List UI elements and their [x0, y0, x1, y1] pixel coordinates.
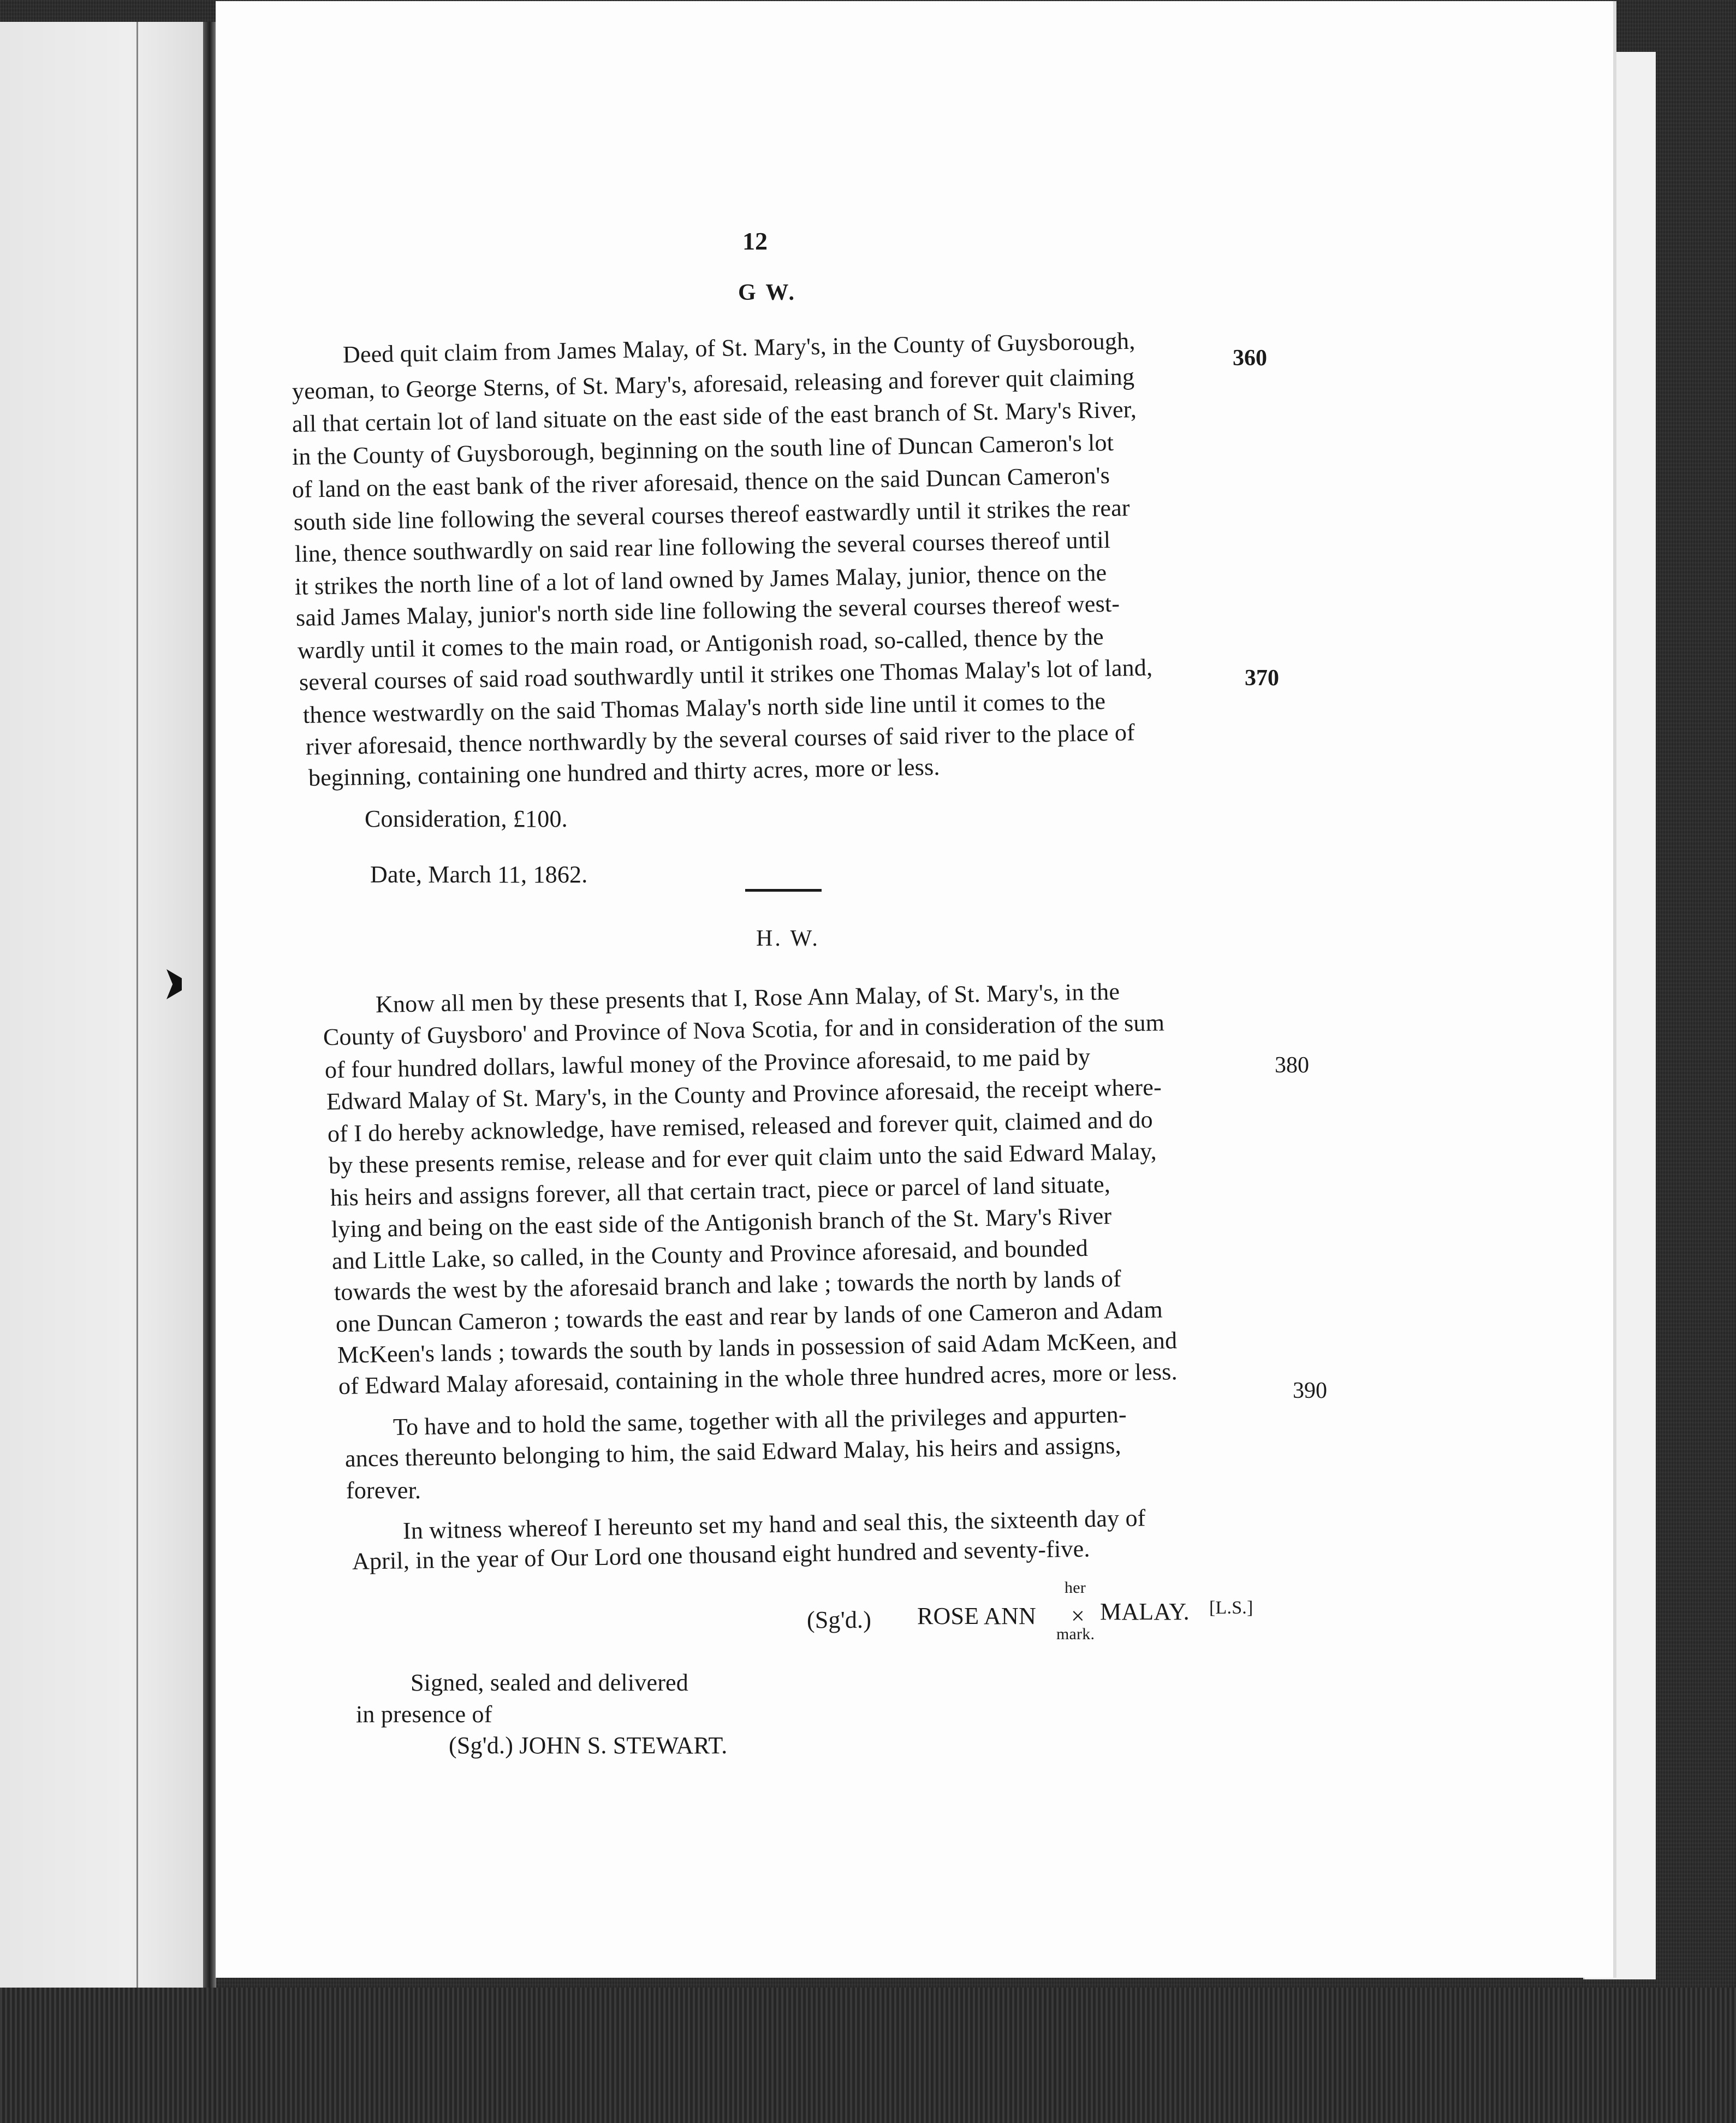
scanner-bottom-strip [0, 1988, 1736, 2123]
deed-gw-heading: G W. [738, 280, 797, 305]
deed-hw-heading: H. W. [756, 926, 820, 951]
deed-gw-line: of land on the east bank of the river aforesaid, thence on the said Duncan Cameron's [292, 461, 1110, 503]
deed-gw-line: thence westwardly on the said Thomas Malay's north side line until it comes to the [302, 687, 1106, 728]
page-binding-edge [203, 22, 216, 1988]
signature-seal: [L.S.] [1209, 1598, 1253, 1618]
deed-gw-date: Date, March 11, 1862. [370, 861, 588, 888]
deed-gw-line: in the County of Guysborough, beginning on the south line of Duncan Cameron's lot [292, 429, 1114, 470]
deed-gw-line: beginning, containing one hundred and thirty acres, more or less. [308, 753, 940, 791]
deed-gw-line: it strikes the north line of a lot of land owned by James Malay, junior, thence on the [294, 559, 1107, 600]
deed-hw-line: To have and to hold the same, together with all the privileges and appurten- [393, 1401, 1127, 1440]
margin-line-number: 390 [1293, 1378, 1327, 1403]
deed-gw-line: wardly until it comes to the main road, or Antigonish road, so-called, thence by the [297, 623, 1104, 664]
deed-hw-line: of four hundred dollars, lawful money of the Province aforesaid, to me paid by [324, 1043, 1091, 1083]
deed-gw-line: Deed quit claim from James Malay, of St. Mary's, in the County of Guysborough, [342, 327, 1135, 368]
margin-line-number: 360 [1233, 346, 1267, 371]
signature-name-last: MALAY. [1100, 1598, 1190, 1625]
deed-hw-line: his heirs and assigns forever, all that certain tract, piece or parcel of land situate, [330, 1171, 1111, 1211]
witness-line-2: in presence of [356, 1701, 492, 1728]
deed-hw-line: In witness whereof I hereunto set my hand and seal this, the sixteenth day of [402, 1504, 1146, 1544]
deed-hw-line: ances thereunto belonging to him, the said Edward Malay, his heirs and assigns, [344, 1432, 1122, 1472]
margin-line-number: 380 [1275, 1053, 1309, 1078]
deed-hw-line: of I do hereby acknowledge, have remised, released and forever quit, claimed and do [327, 1106, 1154, 1147]
margin-line-number: 370 [1245, 666, 1279, 691]
section-divider [745, 889, 822, 892]
signature-her: her [1065, 1579, 1086, 1597]
deed-gw-consideration: Consideration, £100. [365, 805, 568, 832]
page-number: 12 [742, 227, 768, 255]
facing-page-left [0, 22, 216, 1988]
deed-hw-line: one Duncan Cameron ; towards the east and rear by lands of one Cameron and Adam [335, 1296, 1163, 1337]
deed-gw-line: river aforesaid, thence northwardly by the several courses of said river to the place of [305, 719, 1135, 760]
witness-line-1: Signed, sealed and delivered [411, 1669, 688, 1696]
deed-hw-line: by these presents remise, release and for ever quit claim unto the said Edward Malay, [328, 1137, 1157, 1179]
deed-hw-line: April, in the year of Our Lord one thousand eight hundred and seventy-five. [352, 1535, 1090, 1575]
signature-sgd: (Sg'd.) [807, 1606, 872, 1633]
deed-hw-line: McKeen's lands ; towards the south by lands in possession of said Adam McKeen, and [337, 1327, 1178, 1368]
deed-hw-line: Edward Malay of St. Mary's, in the County and Province aforesaid, the receipt where- [326, 1074, 1162, 1115]
deed-gw-line: south side line following the several courses thereof eastwardly until it strikes the rear [293, 494, 1131, 536]
deed-hw-line: towards the west by the aforesaid branch and lake ; towards the north by lands of [334, 1265, 1122, 1306]
deed-gw-line: said James Malay, junior's north side line following the several courses thereof west- [295, 590, 1120, 631]
deed-gw-line: line, thence southwardly on said rear line following the several courses thereof until [294, 526, 1111, 567]
signature-cross: × [1071, 1603, 1085, 1629]
deed-gw-line: all that certain lot of land situate on the east side of the east branch of St. Mary's River, [292, 396, 1137, 437]
deed-hw-line: and Little Lake, so called, in the County and Province aforesaid, and bounded [331, 1234, 1089, 1274]
deed-hw-line: Know all men by these presents that I, Rose Ann Malay, of St. Mary's, in the [375, 978, 1120, 1018]
witness-line-3: (Sg'd.) JOHN S. STEWART. [449, 1732, 728, 1759]
facing-page-fold [136, 22, 138, 1988]
deed-gw-line: yeoman, to George Sterns, of St. Mary's, aforesaid, releasing and forever quit claiming [292, 363, 1135, 405]
deed-hw-line: lying and being on the east side of the Antigonish branch of the St. Mary's River [331, 1202, 1112, 1243]
deed-hw-line: forever. [346, 1477, 421, 1504]
deed-hw-line: of Edward Malay aforesaid, containing in the whole three hundred acres, more or less. [338, 1358, 1178, 1399]
deed-gw-line: several courses of said road southwardly until it strikes one Thomas Malay's lot of land, [299, 654, 1153, 696]
signature-name-first: ROSE ANN [917, 1603, 1036, 1629]
deed-hw-line: County of Guysboro' and Province of Nova Scotia, for and in consideration of the sum [323, 1009, 1165, 1051]
signature-mark: mark. [1056, 1625, 1095, 1643]
